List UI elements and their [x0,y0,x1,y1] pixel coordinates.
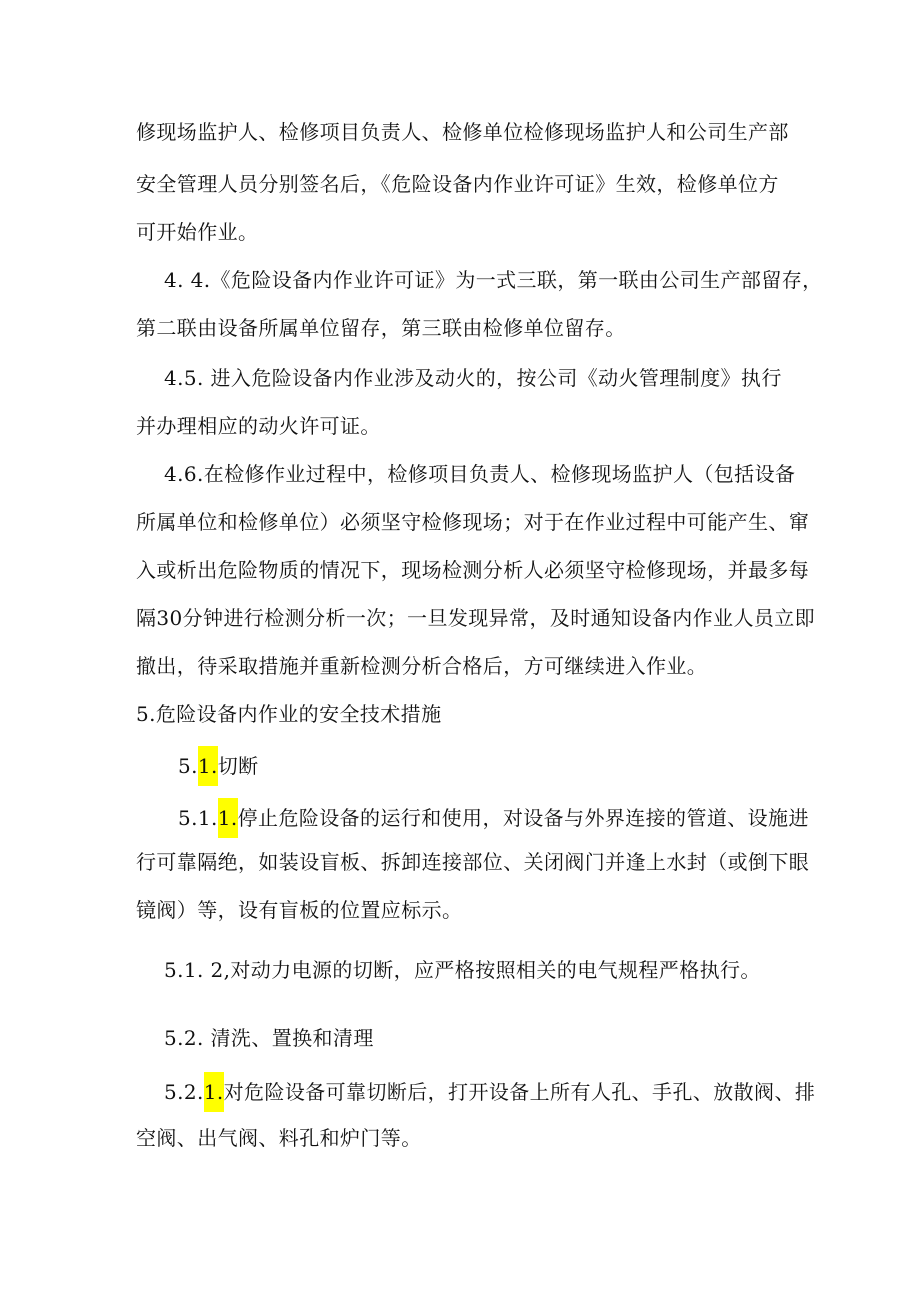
para-4-6-line-2: 所属单位和检修单位）必须坚守检修现场；对于在作业过程中可能产生、窜 [136,510,810,534]
s5-2-1-highlight: 1. [204,1072,224,1112]
para-4-4-line-2: 第二联由设备所属单位留存，第三联由检修单位留存。 [136,316,626,340]
para-4-5-line-2: 并办理相应的动火许可证。 [136,414,381,438]
para-4-6-line-4: 隔30分钟进行检测分析一次；一旦发现异常，及时通知设备内作业人员立即 [136,606,816,630]
para-a-line-3: 可开始作业。 [136,220,259,244]
para-4-6-line-3: 入或析出危险物质的情况下，现场检测分析人必须坚守检修现场，并最多每 [136,558,810,582]
s5-1-1-text: 停止危险设备的运行和使用，对设备与外界连接的管道、设施进 [237,806,809,830]
s5-1-1-prefix: 5.1. [178,806,218,830]
s5-2-1-line-1 [164,1072,815,1112]
s5-1-1-line-1 [178,798,809,838]
para-4-6-line-1: 4.6.在检修作业过程中，检修项目负责人、检修现场监护人（包括设备 [164,462,796,486]
s5-1-highlight: 1. [198,746,218,786]
para-4-6-line-5: 撤出，待采取措施并重新检测分析合格后，方可继续进入作业。 [136,654,708,678]
section-5-title: 5.危险设备内作业的安全技术措施 [136,702,442,726]
s5-1-2-line-1: 5.1. 2,对动力电源的切断，应严格按照相关的电气规程严格执行。 [164,958,761,982]
s5-2-1-text: 对危险设备可靠切断后，打开设备上所有人孔、手孔、放散阀、排 [223,1080,816,1104]
s5-1-heading [178,746,259,786]
para-a-line-2: 安全管理人员分别签名后，《危险设备内作业许可证》生效，检修单位方 [136,172,779,196]
s5-1-1-highlight: 1. [218,798,238,838]
s5-1-text: 切断 [217,754,259,778]
s5-1-prefix: 5. [178,754,198,778]
s5-1-1-line-3: 镜阀）等，设有盲板的位置应标示。 [136,898,463,922]
s5-2-1-line-2: 空阀、出气阀、料孔和炉门等。 [136,1126,422,1150]
para-4-4-line-1: 4. 4.《危险设备内作业许可证》为一式三联，第一联由公司生产部留存， [164,268,823,292]
para-4-5-line-1: 4.5. 进入危险设备内作业涉及动火的，按公司《动火管理制度》执行 [164,366,782,390]
s5-2-heading: 5.2. 清洗、置换和清理 [164,1026,374,1050]
s5-2-1-prefix: 5.2. [164,1080,204,1104]
para-a-line-1: 修现场监护人、检修项目负责人、检修单位检修现场监护人和公司生产部 [136,120,789,144]
s5-1-1-line-2: 行可靠隔绝，如装设盲板、拆卸连接部位、关闭阀门并逢上水封（或倒下眼 [136,850,810,874]
